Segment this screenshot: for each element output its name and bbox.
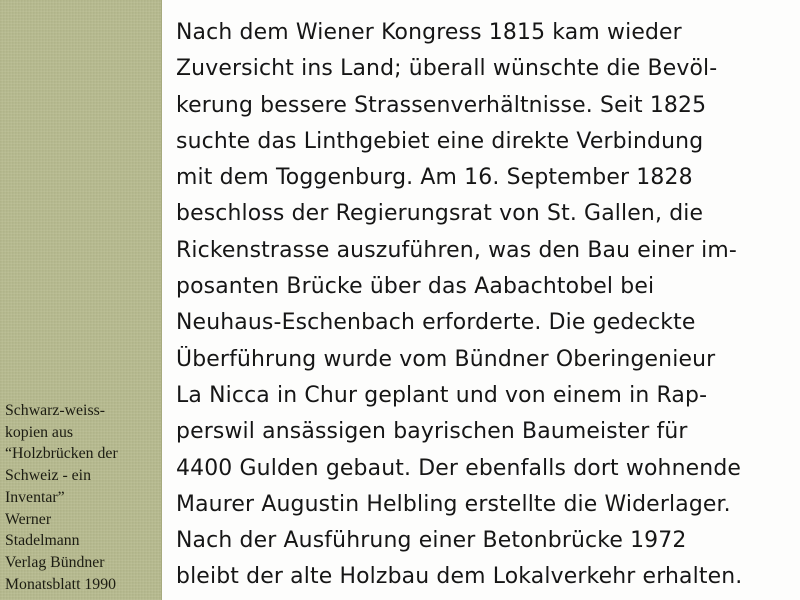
article-line: Rickenstrasse auszuführen, was den Bau einer im-: [176, 237, 737, 263]
article-line: bleibt der alte Holzbau dem Lokalverkehr erhalten.: [176, 564, 743, 590]
caption-line: Werner: [5, 510, 52, 528]
article-paragraph: [176, 15, 798, 596]
article-line: La Nicca in Chur geplant und von einem in Rap-: [176, 382, 708, 408]
article-line: kerung bessere Strassenverhältnisse. Seit 1825: [176, 92, 707, 118]
caption-line: Monatsblatt 1990: [5, 575, 116, 593]
source-caption: [5, 400, 161, 595]
article-line: Neuhaus-Eschenbach erforderte. Die gedeckte: [176, 310, 696, 336]
article-line: 4400 Gulden gebaut. Der ebenfalls dort wohnende: [176, 455, 742, 481]
caption-line: Inventar”: [5, 488, 65, 506]
caption-line: Verlag Bündner: [5, 553, 105, 571]
caption-line: Schweiz - ein: [5, 467, 91, 485]
article-line: Nach der Ausführung einer Betonbrücke 1972: [176, 528, 687, 554]
article-line: beschloss der Regierungsrat von St. Gallen, die: [176, 201, 704, 227]
source-sidebar: [0, 0, 162, 600]
article-line: Überführung wurde vom Bündner Oberingenieur: [176, 346, 716, 372]
article-line: suchte das Linthgebiet eine direkte Verbindung: [176, 128, 704, 154]
caption-line: Stadelmann: [5, 532, 80, 550]
article-line: mit dem Toggenburg. Am 16. September 1828: [176, 165, 693, 191]
caption-line: kopien aus: [5, 423, 73, 441]
article-line: posanten Brücke über das Aabachtobel bei: [176, 274, 655, 300]
article-line: Maurer Augustin Helbling erstellte die Widerlager.: [176, 491, 731, 517]
article-line: perswil ansässigen bayrischen Baumeister für: [176, 419, 688, 445]
article-line: Zuversicht ins Land; überall wünschte die Bevöl-: [176, 56, 718, 82]
article-line: Nach dem Wiener Kongress 1815 kam wieder: [176, 20, 682, 45]
caption-line: Schwarz-weiss-: [5, 402, 105, 419]
caption-line: “Holzbrücken der: [5, 445, 118, 463]
